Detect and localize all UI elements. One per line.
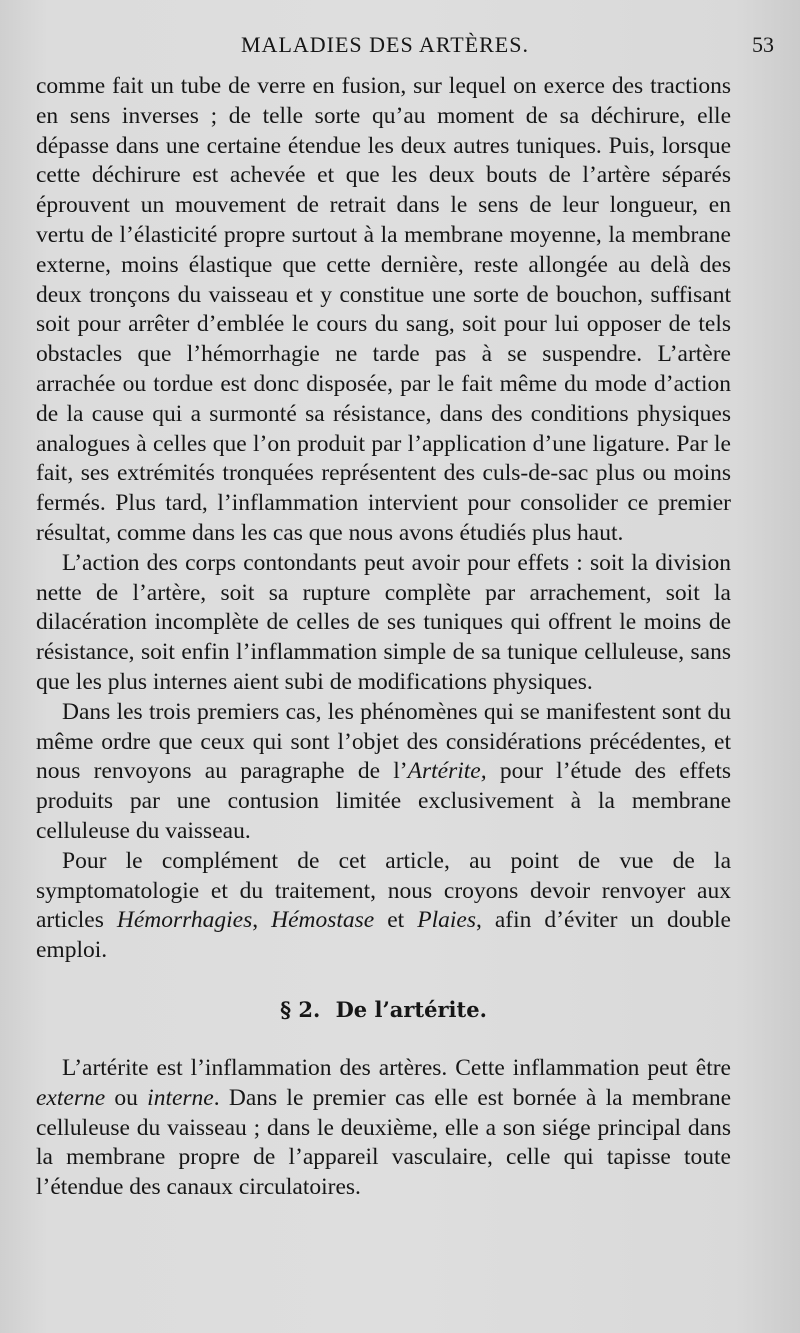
text-run: et	[374, 907, 418, 934]
text-run: Dans les trois premiers cas, les phénomènes qui se manifestent sont du même ordre que ceux qui sont l’objet des considérations précédentes, et nous renvoyons au paragraphe de l’	[36, 698, 731, 785]
italic-text: interne	[147, 1084, 214, 1111]
text-run: pour l’étude des effets produits par une contusion limitée exclusivement à la membrane celluleuse du vaisseau.	[36, 758, 731, 844]
paragraph	[36, 72, 731, 549]
paragraph-group	[36, 72, 731, 966]
paragraph	[36, 847, 731, 966]
paragraph	[36, 698, 731, 847]
text-run: L’artérite est l’inflammation des artères. Cette inflammation peut être	[62, 1054, 731, 1081]
section-heading	[36, 995, 731, 1025]
paragraph	[36, 549, 731, 698]
section-title: De l’artérite.	[335, 996, 487, 1022]
text-run: ,	[252, 907, 272, 934]
text-run: L’action des corps contondants peut avoir pour effets : soit la division nette de l’artère, soit sa rupture complète par arrachement, soit la dilacération incomplète de celles de ses tuniques qui offrent le moins de résistance, soit enfin l’inflammation simple de sa tunique celluleuse, sans que les plus internes aient subi de modifications physiques.	[36, 549, 731, 695]
italic-text: Artérite,	[407, 758, 487, 785]
text-run: comme fait un tube de verre en fusion, sur lequel on exerce des tractions en sens inverses ; de telle sorte qu’au moment de sa déchirure, elle dépasse dans une certaine étendue les deux autres tuniques. Puis, lorsque cette déchirure est achevée et que les deux bouts de l’artère séparés éprouvent un mouvement de retrait dans le sens de leur longueur, en vertu de l’élasticité propre surtout à la membrane moyenne, la membrane externe, moins élastique que cette dernière, reste allongée au delà des deux tronçons du vaisseau et y constitue une sorte de bouchon, suffisant soit pour arrêter d’emblée le cours du sang, soit pour lui opposer de tels obstacles que l’hémorrhagie ne tarde pas à se suspendre. L’artère arrachée ou tordue est donc disposée, par le fait même du mode d’action de la cause qui a surmonté sa résistance, dans des conditions physiques analogues à celles que l’on produit par l’application d’une ligature. Par le fait, ses extrémités tronquées représentent des culs-de-sac plus ou moins fermés. Plus tard, l’inflammation intervient pour consolider ce premier résultat, comme dans les cas que nous avons étudiés plus haut.	[36, 73, 731, 546]
text-run: Pour le complément de cet article, au point de vue de la symptomatologie et du traitement, nous croyons devoir renvoyer aux articles	[36, 847, 731, 934]
body-text	[36, 72, 731, 1203]
italic-text: Plaies	[417, 907, 476, 934]
section-sign: § 2.	[280, 996, 321, 1022]
text-run: ou	[105, 1084, 148, 1111]
running-head	[36, 30, 774, 64]
paragraph	[36, 1054, 731, 1203]
italic-text: Hémostase	[271, 907, 375, 934]
page-number: 53	[752, 32, 774, 57]
italic-text: externe	[36, 1084, 106, 1111]
paragraph-group	[36, 1054, 731, 1203]
text-run: . Dans le premier cas elle est bornée à la membrane celluleuse du vaisseau ; dans le deuxième, elle a son siége principal dans la membrane propre de l’appareil vasculaire, celle qui tapisse toute l’étendue des canaux circulatoires.	[36, 1084, 732, 1201]
text-run: , afin d’éviter un double emploi.	[36, 907, 731, 964]
running-title: MALADIES DES ARTÈRES.	[241, 32, 529, 57]
italic-text: Hémorrhagies	[116, 907, 253, 934]
